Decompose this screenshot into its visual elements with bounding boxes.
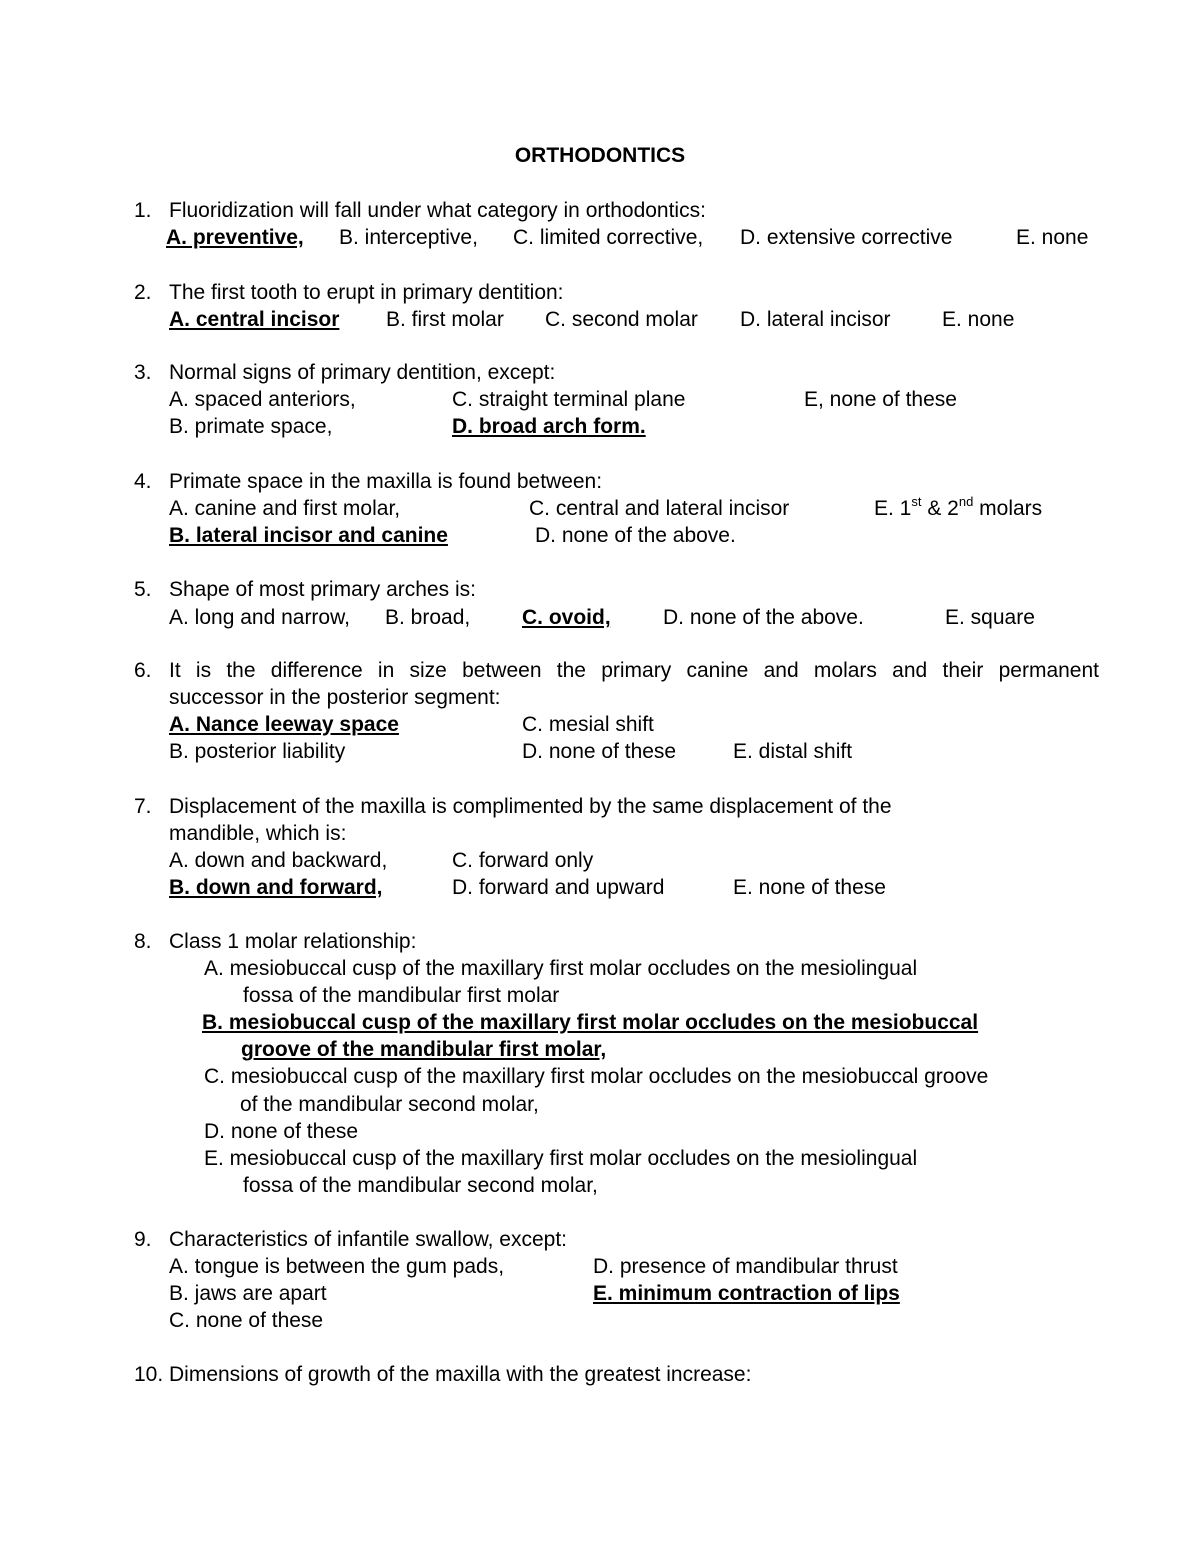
option-c: C. mesial shift: [522, 713, 654, 736]
option-a-correct: A. preventive,: [166, 226, 304, 249]
question-number: 5.: [134, 578, 152, 601]
option-c: C. forward only: [452, 849, 594, 872]
question-text: Shape of most primary arches is:: [169, 578, 476, 601]
question-number: 2.: [134, 281, 152, 304]
question-number: 9.: [134, 1228, 152, 1251]
option-d: D. forward and upward: [452, 876, 665, 899]
question-text: Displacement of the maxilla is complimented by the same displacement of the: [169, 795, 892, 818]
option-d: D. none of these: [522, 740, 677, 763]
option-e: E. 1st & 2nd molars: [874, 494, 1043, 520]
option-d: D. presence of mandibular thrust: [593, 1255, 898, 1278]
option-e-continued: fossa of the mandibular second molar,: [243, 1174, 598, 1197]
option-b: B. interceptive,: [339, 226, 478, 249]
option-a: A. mesiobuccal cusp of the maxillary first molar occludes on the mesiolingual: [204, 957, 918, 980]
option-e: E. distal shift: [733, 740, 853, 763]
question-text-continued: successor in the posterior segment:: [169, 686, 501, 709]
option-c: C. limited corrective,: [513, 226, 704, 249]
option-e: E. none of these: [733, 876, 886, 899]
question-text: Class 1 molar relationship:: [169, 930, 417, 953]
option-a: A. long and narrow,: [169, 606, 350, 629]
option-e-correct: E. minimum contraction of lips: [593, 1282, 900, 1305]
option-d: D. none of the above.: [663, 606, 864, 629]
page-title: ORTHODONTICS: [514, 144, 686, 167]
question-number: 7.: [134, 795, 152, 818]
option-d: D. none of the above.: [535, 524, 736, 547]
option-a-continued: fossa of the mandibular first molar: [243, 984, 560, 1007]
option-c: C. central and lateral incisor: [529, 497, 790, 520]
option-a: A. spaced anteriors,: [169, 388, 356, 411]
option-b-correct: B. lateral incisor and canine: [169, 524, 448, 547]
option-d: D. none of these: [204, 1120, 359, 1143]
option-b: B. first molar: [386, 308, 504, 331]
option-a: A. canine and first molar,: [169, 497, 401, 520]
option-a-correct: A. central incisor: [169, 308, 340, 331]
option-c: C. second molar: [545, 308, 698, 331]
option-a: A. down and backward,: [169, 849, 388, 872]
question-text-continued: mandible, which is:: [169, 822, 347, 845]
question-number: 3.: [134, 361, 152, 384]
option-c-continued: of the mandibular second molar,: [240, 1093, 539, 1116]
option-e: E, none of these: [804, 388, 957, 411]
option-b-correct-continued: groove of the mandibular first molar,: [241, 1038, 607, 1061]
option-b-correct: B. mesiobuccal cusp of the maxillary first molar occludes on the mesiobuccal: [202, 1011, 979, 1034]
option-c: C. straight terminal plane: [452, 388, 686, 411]
question-number: 4.: [134, 470, 152, 493]
option-a-correct: A. Nance leeway space: [169, 713, 399, 736]
option-e: E. square: [945, 606, 1035, 629]
option-d-correct: D. broad arch form.: [452, 415, 646, 438]
option-b: B. jaws are apart: [169, 1282, 327, 1305]
option-e: E. mesiobuccal cusp of the maxillary first molar occludes on the mesiolingual: [204, 1147, 918, 1170]
option-b: B. posterior liability: [169, 740, 346, 763]
option-c: C. none of these: [169, 1309, 324, 1332]
question-text: Normal signs of primary dentition, except:: [169, 361, 556, 384]
question-text: Dimensions of growth of the maxilla with the greatest increase:: [169, 1363, 752, 1386]
question-text: The first tooth to erupt in primary dentition:: [169, 281, 564, 304]
option-b: B. primate space,: [169, 415, 333, 438]
option-b: B. broad,: [385, 606, 471, 629]
question-text: Characteristics of infantile swallow, except:: [169, 1228, 568, 1251]
question-number: 6.: [134, 659, 152, 682]
question-text: Fluoridization will fall under what category in orthodontics:: [169, 199, 706, 222]
question-number: 10.: [134, 1363, 164, 1386]
option-e: E. none: [942, 308, 1015, 331]
option-c: C. mesiobuccal cusp of the maxillary first molar occludes on the mesiobuccal groove: [204, 1065, 989, 1088]
question-text: Primate space in the maxilla is found between:: [169, 470, 603, 493]
option-c-correct: C. ovoid,: [522, 606, 611, 629]
question-text: It is the difference in size between the primary canine and molars and their permanent: [169, 659, 1099, 682]
option-d: D. extensive corrective: [740, 226, 953, 249]
option-e: E. none: [1016, 226, 1089, 249]
option-a: A. tongue is between the gum pads,: [169, 1255, 505, 1278]
question-number: 8.: [134, 930, 152, 953]
option-d: D. lateral incisor: [740, 308, 891, 331]
option-b-correct: B. down and forward,: [169, 876, 383, 899]
question-number: 1.: [134, 199, 152, 222]
